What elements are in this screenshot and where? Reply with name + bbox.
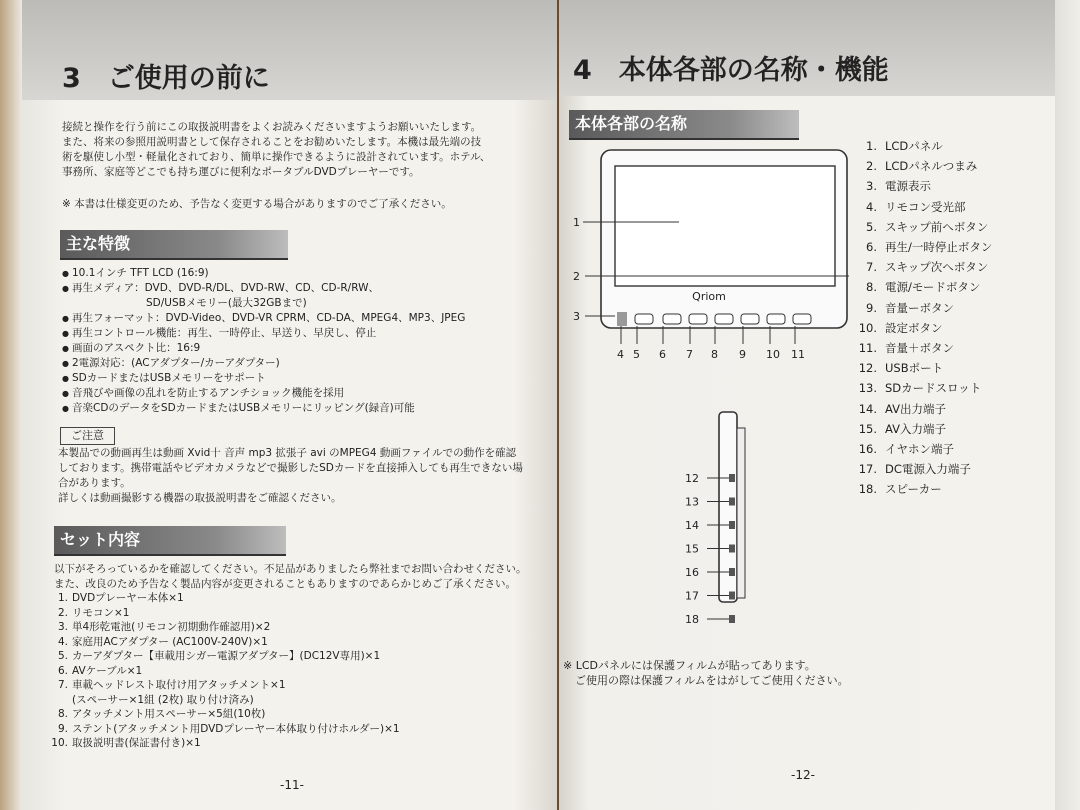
part-number: 5. bbox=[866, 219, 877, 234]
set-item-text: AVケーブル×1 bbox=[72, 664, 143, 677]
side-port bbox=[729, 498, 735, 506]
button-play-pause bbox=[663, 314, 681, 324]
part-item bbox=[855, 237, 992, 257]
part-number: 11. bbox=[858, 341, 877, 356]
part-number: 12. bbox=[858, 361, 877, 376]
callout-label: 8 bbox=[711, 348, 718, 361]
part-item bbox=[855, 257, 992, 277]
callout-label: 16 bbox=[685, 566, 699, 579]
side-port bbox=[729, 592, 735, 600]
part-name: AV出力端子 bbox=[885, 401, 946, 416]
part-name: スピーカー bbox=[885, 482, 942, 497]
set-item-number: 7. bbox=[57, 679, 68, 691]
callout-label: 2 bbox=[573, 270, 580, 283]
part-number: 9. bbox=[866, 300, 877, 315]
section-header-set: セット内容 bbox=[54, 526, 286, 556]
set-item-text: 車載ヘッドレスト取付け用アタッチメント×1 bbox=[72, 679, 286, 691]
chapter-title: 4 本体各部の名称・機能 bbox=[573, 55, 889, 86]
left-page bbox=[22, 0, 557, 810]
part-number: 16. bbox=[858, 442, 877, 457]
intro-line: 術を駆使し小型・軽量化されており、簡単に操作できるように設計されています。ホテル、 bbox=[62, 151, 491, 163]
part-name: 設定ボタン bbox=[885, 320, 943, 335]
section-header-features: 主な特徴 bbox=[60, 230, 288, 260]
lcd-panel bbox=[615, 166, 835, 286]
brand-logo: Qriom bbox=[692, 290, 726, 303]
caution-line: 本製品での動画再生は動画 Xvid十 音声 mp3 拡張子 avi のMPEG4 動画ファイルでの動作を確認 bbox=[58, 447, 517, 459]
set-item bbox=[50, 707, 550, 722]
part-name: DC電源入力端子 bbox=[885, 462, 971, 477]
part-item bbox=[855, 419, 992, 439]
features-list bbox=[62, 266, 552, 416]
part-number: 13. bbox=[858, 381, 877, 396]
set-item bbox=[50, 620, 550, 635]
part-name: USBポート bbox=[885, 361, 944, 376]
part-name: LCDパネル bbox=[885, 139, 943, 153]
set-item-number: 1. bbox=[57, 592, 68, 604]
part-number: 10. bbox=[858, 320, 877, 335]
part-item bbox=[855, 217, 992, 237]
part-name: イヤホン端子 bbox=[885, 442, 954, 457]
part-number: 1. bbox=[866, 139, 877, 153]
part-name: スキップ次へボタン bbox=[885, 260, 989, 275]
parts-list bbox=[855, 136, 992, 500]
caution-line: しております。携帯電話やビデオカメラなどで撮影したSDカードを直接挿入しても再生できない場 bbox=[58, 462, 523, 474]
set-item-number: 8. bbox=[57, 708, 68, 720]
set-item bbox=[50, 606, 550, 621]
part-item bbox=[855, 338, 992, 358]
set-item bbox=[50, 591, 550, 606]
set-item-text: (スペーサー×1組 (2枚) 取り付け済み) bbox=[72, 693, 254, 706]
set-item-text: 取扱説明書(保証書付き)×1 bbox=[72, 737, 201, 749]
part-number: 14. bbox=[858, 401, 877, 416]
part-number: 3. bbox=[866, 179, 877, 194]
set-item-text: カーアダプター【車載用シガー電源アダプター】(DC12V専用)×1 bbox=[72, 650, 381, 662]
list-item: ● SDカードまたはUSBメモリーをサポート bbox=[62, 371, 552, 386]
callout-label: 11 bbox=[791, 348, 805, 361]
intro-line: 事務所、家庭等どこでも持ち運びに便利なポータブルDVDプレーヤーです。 bbox=[62, 166, 420, 178]
part-item bbox=[855, 298, 992, 318]
set-item-text: リモコン×1 bbox=[72, 606, 130, 619]
caution-line: 合があります。 bbox=[58, 477, 131, 489]
page-edge-left bbox=[0, 0, 22, 810]
right-page bbox=[559, 0, 1059, 810]
side-view-diagram bbox=[679, 408, 799, 628]
part-item bbox=[855, 399, 992, 419]
list-item-continued-text: SD/USBメモリー(最大32GBまで) bbox=[146, 297, 307, 309]
caution-text bbox=[58, 446, 553, 506]
set-item bbox=[50, 693, 550, 708]
part-number: 2. bbox=[866, 159, 877, 174]
part-number: 6. bbox=[866, 240, 877, 255]
side-port bbox=[729, 615, 735, 623]
button-vol-down bbox=[741, 314, 759, 324]
part-name: 電源表示 bbox=[885, 179, 931, 194]
footnote bbox=[563, 658, 1003, 688]
set-item bbox=[50, 664, 550, 679]
bottom-callouts bbox=[617, 326, 805, 361]
callout-label: 7 bbox=[686, 348, 693, 361]
part-name: 再生/一時停止ボタン bbox=[885, 240, 993, 255]
part-name: AV入力端子 bbox=[885, 421, 946, 436]
callout-label: 15 bbox=[685, 542, 699, 556]
intro-line: 接続と操作を行う前にこの取扱説明書をよくお読みくださいますようお願いいたします。 bbox=[62, 121, 482, 133]
callout-label: 14 bbox=[685, 519, 699, 532]
callout-label: 9 bbox=[739, 348, 746, 361]
set-item bbox=[50, 649, 550, 664]
front-view-diagram bbox=[559, 140, 859, 370]
page-edge-right bbox=[1055, 0, 1080, 810]
part-item bbox=[855, 176, 992, 196]
part-number: 7. bbox=[866, 260, 877, 275]
set-item-number: 10. bbox=[51, 737, 68, 749]
part-number: 15. bbox=[858, 421, 877, 436]
callout-label: 5 bbox=[633, 348, 640, 361]
callout-label: 1 bbox=[573, 216, 580, 229]
list-item: ● 音楽CDのデータをSDカードまたはUSBメモリーにリッピング(録音)可能 bbox=[62, 401, 552, 416]
set-item-number: 3. bbox=[57, 621, 68, 633]
part-number: 18. bbox=[858, 482, 877, 497]
part-item bbox=[855, 318, 992, 338]
part-item bbox=[855, 439, 992, 459]
part-name: スキップ前へボタン bbox=[885, 219, 989, 234]
page-number: -12- bbox=[791, 768, 815, 782]
section-header-parts: 本体各部の名称 bbox=[569, 110, 799, 140]
device-side-panel bbox=[737, 428, 745, 598]
intro-text bbox=[62, 120, 552, 180]
list-item: ● 2電源対応：(ACアダプター/カーアダプター) bbox=[62, 356, 552, 371]
side-port bbox=[729, 568, 735, 576]
part-name: SDカードスロット bbox=[885, 381, 982, 396]
set-intro-line: また、改良のため予告なく製品内容が変更されることもありますのであらかじめご了承ください。 bbox=[54, 578, 516, 590]
button-skip-prev bbox=[635, 314, 653, 324]
list-item: ● 再生コントロール機能：再生、一時停止、早送り、早戻し、停止 bbox=[62, 326, 552, 341]
set-item-number: 2. bbox=[57, 606, 68, 619]
callout-label: 12 bbox=[685, 472, 699, 485]
button-vol-up bbox=[793, 314, 811, 324]
part-name: 音量ーボタン bbox=[885, 300, 954, 315]
set-item-number: 9. bbox=[57, 722, 68, 735]
list-item: ● 再生フォーマット：DVD-Video、DVD-VR CPRM、CD-DA、MPEG4、MP3、JPEG bbox=[62, 311, 552, 326]
callout-label: 17 bbox=[685, 589, 699, 603]
list-item: ● 画面のアスペクト比：16:9 bbox=[62, 341, 552, 356]
callout-label: 4 bbox=[617, 348, 624, 361]
caution-label: ご注意 bbox=[60, 427, 115, 445]
part-number: 17. bbox=[858, 462, 877, 477]
button-skip-next bbox=[689, 314, 707, 324]
spec-notice: ※ 本書は仕様変更のため、予告なく変更する場合がありますのでご了承ください。 bbox=[62, 198, 452, 210]
set-item-number: 5. bbox=[57, 650, 68, 662]
set-contents-list bbox=[50, 591, 550, 751]
list-item-continued bbox=[62, 296, 552, 311]
caution-line: 詳しくは動画撮影する機器の取扱説明書をご確認ください。 bbox=[58, 492, 342, 504]
part-name: LCDパネルつまみ bbox=[885, 159, 978, 174]
part-item bbox=[855, 136, 992, 156]
set-item-text: 家庭用ACアダプター (AC100V-240V)×1 bbox=[72, 635, 268, 648]
part-item bbox=[855, 197, 992, 217]
callout-label: 18 bbox=[685, 613, 699, 626]
list-item: ● 音飛びや画像の乱れを防止するアンチショック機能を採用 bbox=[62, 386, 552, 401]
part-item bbox=[855, 378, 992, 398]
side-port bbox=[729, 545, 735, 553]
callout-label: 13 bbox=[685, 495, 699, 509]
part-item bbox=[855, 459, 992, 479]
side-port bbox=[729, 521, 735, 529]
callout-label: 3 bbox=[573, 310, 580, 323]
set-item bbox=[50, 722, 550, 737]
set-item-number: 6. bbox=[57, 664, 68, 677]
set-item-text: DVDプレーヤー本体×1 bbox=[72, 592, 184, 604]
callout-label: 6 bbox=[659, 348, 666, 361]
part-number: 4. bbox=[866, 199, 877, 214]
footnote-line: ※ LCDパネルには保護フィルムが貼ってあります。 bbox=[563, 659, 816, 672]
part-name: 音量＋ボタン bbox=[885, 341, 954, 356]
ir-receiver bbox=[617, 312, 627, 326]
set-item-text: アタッチメント用スペーサー×5組(10枚) bbox=[72, 708, 266, 720]
part-item bbox=[855, 277, 992, 297]
part-name: 電源/モードボタン bbox=[885, 280, 981, 295]
button-setup bbox=[767, 314, 785, 324]
set-item-text: ステント(アタッチメント用DVDプレーヤー本体取り付けホルダー)×1 bbox=[72, 722, 400, 735]
button-power-mode bbox=[715, 314, 733, 324]
set-item-number: 4. bbox=[57, 635, 68, 648]
set-intro-line: 以下がそろっているかを確認してください。不足品がありましたら弊社までお問い合わせください。 bbox=[54, 563, 527, 575]
intro-line: また、将来の参照用説明書として保存されることをお勧めいたします。本機は最先端の技 bbox=[62, 136, 482, 148]
part-name: リモコン受光部 bbox=[885, 199, 966, 214]
page-number: -11- bbox=[280, 778, 304, 792]
set-intro bbox=[54, 562, 554, 592]
list-item: ● 10.1インチ TFT LCD (16:9) bbox=[62, 266, 552, 281]
footnote-line: ご使用の際は保護フィルムをはがしてご使用ください。 bbox=[575, 674, 849, 687]
set-item bbox=[50, 736, 550, 751]
part-number: 8. bbox=[866, 280, 877, 295]
part-item bbox=[855, 479, 992, 499]
set-item bbox=[50, 678, 550, 693]
callout-label: 10 bbox=[766, 348, 780, 361]
part-item bbox=[855, 358, 992, 378]
list-item: ● 再生メディア：DVD、DVD-R/DL、DVD-RW、CD、CD-R/RW、 bbox=[62, 281, 552, 296]
part-item bbox=[855, 156, 992, 176]
chapter-title: 3 ご使用の前に bbox=[62, 63, 270, 94]
side-port bbox=[729, 474, 735, 482]
set-item bbox=[50, 635, 550, 650]
set-item-text: 単4形乾電池(リモコン初期動作確認用)×2 bbox=[72, 621, 271, 633]
